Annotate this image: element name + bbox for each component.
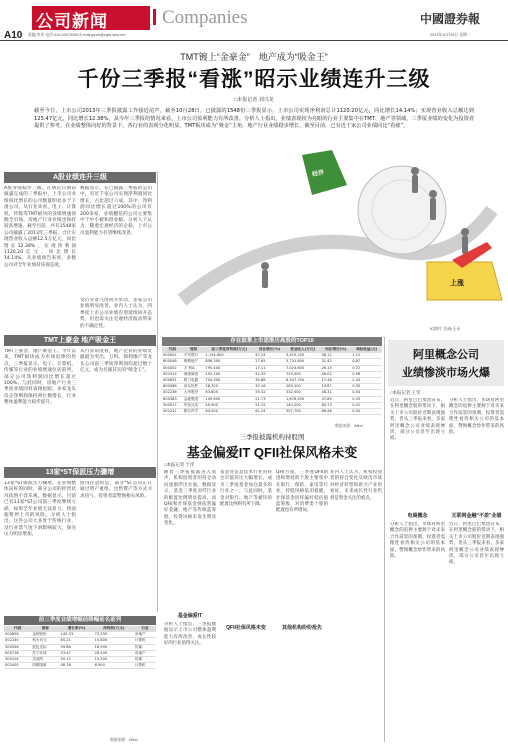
mid-table-cell: 002415 [162,371,183,377]
bottom-table-cell: 传媒 [134,644,156,650]
mid-table-cell: 80.73 [320,402,351,408]
mid-table-cell: 557,700 [285,409,321,415]
illustration-label: 经济 [311,169,325,179]
mid-table-cell: 3,425,200 [285,353,321,359]
bottom-table-cell: 计算机 [134,638,156,644]
mid-table-cell: 21.73 [254,396,285,402]
mid-table-header-cell: 营业收入(万元) [285,347,321,353]
mid-table-cell: 0.30 [351,384,382,390]
ali-byline: □本报记者 王雪 [390,390,421,395]
bottom-table-cell: 000718 [4,650,31,656]
bottom-table-header-cell: 增长率(%) [60,626,94,632]
bottom-table-cell: 科大讯飞 [31,638,59,644]
mid-table-cell: 8,547,200 [285,378,321,384]
bottom-table-cell: 苏宁环球 [31,650,59,656]
qfii-para-1: 随着三季报披露进入尾声，机构投资者的持仓动向逐渐浮出水面。数据显示，基金三季度对IT行业的配置比例明显提高，而QFII和社保基金则依然偏好金融、地产等传统蓝筹股，投资风格未发生明显变化。 [164,470,216,527]
section-title-cn: 公司新闻 [36,12,108,31]
bottom-table-cell: 59.86 [60,644,94,650]
mid-table-cell: 海康威视 [183,371,205,377]
mid-table-cell: 27.65 [254,359,285,365]
mid-table-cell: 17.46 [320,378,351,384]
qfii-para-5: 分析人士指出，三季报数据显示上市公司整体盈利能力有所改善，成长性较好的行业值得关注。 [164,622,216,647]
mid-table [162,347,382,415]
mid-table-cell: 300027 [162,402,183,408]
col2-para-2: 从行业角度看，地产企业的业绩贡献最为突出，万科、保利地产等龙头公司前三季度净利润均超过数十亿元，成为名副其实的“吸金王”。 [80,349,152,374]
mid-table-cell: 大华股份 [183,390,205,396]
bottom-table-cell: 28,400 [94,650,134,656]
mid-table-cell: 平安银行 [183,353,205,359]
mid-table-cell: 用友软件 [183,384,205,390]
mid-table-cell: 48.31 [320,390,351,396]
mid-table-cell: 91.15 [254,402,285,408]
mid-table-cell: 31.42 [320,359,351,365]
mid-table-cell: 万 科A [183,365,205,371]
headline: 千份三季报“看涨”昭示业绩连升三级 [77,68,431,91]
mid-table-cell: 32.16 [254,384,285,390]
mid-table-cell: 856,300 [204,359,254,365]
qfii-subhead-2: QFII社保风格未变 [226,625,266,631]
section-bar-a-shares: A股业绩连升三级 [4,172,156,183]
qfii-para-3: QFII方面，三季度QFII新进和增持的个股主要集中在银行、保险、家电等行业，持股风格依旧稳健。社保基金同样偏好低估值蓝筹股，对消费类个股的配置也有所增加。 [276,470,328,514]
bottom-table-cell: 300058 [4,644,31,650]
bottom-table-wrap [4,626,156,734]
mid-table-cell: 保利地产 [183,359,205,365]
mid-table-cell: 600383 [162,396,183,402]
bottom-table-cell: 18,900 [94,644,134,650]
mid-table-cell: 729,500 [285,371,321,377]
masthead-rule [0,40,508,41]
mid-table-cell: 7,024,600 [285,365,321,371]
bottom-table-cell: 002230 [4,638,31,644]
bottom-table-cell: 蓝色光标 [31,644,59,650]
mid-table-cell: 格力电器 [183,378,205,384]
mid-table-header-cell: 代码 [162,347,183,353]
date-line: 2013年10月28日 星期一 [430,33,471,37]
bottom-table-cell: 6,900 [94,663,134,669]
mid-table-cell: 0.50 [351,409,382,415]
mid-table-cell: 002241 [162,409,183,415]
bottom-table-cell: 房地产 [134,632,156,638]
mid-table-cell: 88.46 [320,409,351,415]
paper-name: 中國證券報 [420,12,481,26]
mid-table-cell: 17.11 [254,365,285,371]
mid-table-cell: 1,154,600 [204,353,254,359]
bottom-table-cell: 72,100 [94,632,134,638]
table-title-bar: 存在鼓掌上市逐渐历高股的TOP10 [162,337,382,346]
mid-table-cell: 0.72 [351,365,382,371]
col1-para-3: 受行业景气度回升带动，多家公司业绩明显改善。业内人士认为，四季度上市公司业绩有望延续回升态势，但也需关注宏观经济波动带来的不确定性。 [80,298,152,328]
mid-table-cell: 金地集团 [183,396,205,402]
mid-table-header-cell: 每股收益(元) [351,347,382,353]
mid-table-cell: 2.34 [351,378,382,384]
mid-table-cell: 39.88 [254,378,285,384]
bottom-table-header-cell: 净利润(万元) [94,626,134,632]
mid-table-cell: 歌尔声学 [183,409,205,415]
ali-para-2: 分析人士指出，市场对阿里概念的追捧主要源于对未来合作前景的预期，投资者需理性看待相关公司的基本面，警惕概念炒作带来的风险。 [449,398,504,436]
bottom-table-header-cell: 代码 [4,626,31,632]
mid-table-cell: 0.54 [351,390,382,396]
mid-table-cell: 263,100 [285,384,321,390]
mid-table-cell: 0.41 [351,402,382,408]
bottom-table-source: 数据来源：Wind [110,738,138,742]
bottom-table-cell: 四维图新 [31,663,59,669]
editors-line: 责编:李亚 电话:010-63070359 E-mail:gsxw@zqrb.sina.net [28,33,126,37]
ali-para-4: 近日，阿里巴巴集团宣布，在阿里概念股的带动下，相关上市公司股价近期表现强势，但从三季报来看，多家阿里概念公司业绩表现惨淡，部分公司甚至出现亏损。 [449,522,504,566]
mid-table-cell: 000002 [162,365,183,371]
bottom-table-cell: 300104 [4,657,31,663]
illustration-graphic [162,150,504,332]
mid-table-cell: 38.12 [320,353,351,359]
mid-table-cell: 192,100 [204,371,254,377]
mid-table-row [162,409,382,415]
bottom-table-cell: 乐视网 [31,657,59,663]
section-bar-tmt: TMT上豪金 地产吸金王 [4,335,156,346]
mid-table-cell: 140,200 [285,402,321,408]
bottom-table-cell: 15,300 [94,657,134,663]
bottom-table-cell: 房地产 [134,650,156,656]
bottom-table-cell: 50.12 [60,657,94,663]
col1-para-1: A股业绩稳步三级，在规定日期前披露完成的三季报中，上市公司业绩同比增长的公司数量明显多于下滑公司。从行业来看，电子、计算机、传媒等TMT板块的业绩增速领跑全市场，房地产行业业绩也保持较高增速。截至目前，共有1548家公司披露了2013年三季报，合计实现营业收入总额12.5万亿元，同比增长12.38%，实现净利润1120.20亿元，同比增长14.14%。从业绩预告来看，多数公司对全年业绩持乐观态度。 [4,186,76,268]
mid-table-cell: 14.87 [320,384,351,390]
bottom-table-title-bar: 前三季度业绩增幅前降幅前名前列 [4,616,156,625]
ali-headline-2: 业绩惨淡市场火爆 [402,367,490,379]
bottom-table-cell: 53.47 [60,650,94,656]
illustration-sign: 上涨 [450,280,464,287]
masthead [0,0,508,40]
mid-table-cell: 0.33 [351,396,382,402]
mid-table-cell: 55.42 [254,390,285,396]
mid-table-cell: 1.10 [351,353,382,359]
bottom-table-header-cell: 行业 [134,626,156,632]
qfii-headline: 基金偏爱IT QFII社保风格未变 [186,445,358,460]
qfii-subhead-3: 其他机构纷纷抢先 [281,625,322,631]
illustration [162,150,504,332]
bottom-table-row [4,663,156,669]
col1-para-2: 数据显示，在已披露三季报的公司中，有近千家公司实现净利润同比增长，占比超过六成。其中，净利润同比增长超过100%的公司有200余家，业绩翻倍的公司主要集中于中小板和创业板。分析人士认为，随着宏观经济的企稳，上市公司盈利能力有望继续改善。 [80,186,152,236]
col-rule-2 [384,337,385,742]
bottom-table [4,626,156,669]
col2-para-1: TMT上豪金、地产吸金王。今年以来，TMT板块成为市场追捧的热点，三季报显示，电子、计算机、传媒等行业的业绩增速位居前列，部分公司净利润同比增长超过100%。与此同时，房地产行业三季度业绩同样表现抢眼，多家龙头房企净利润保持两位数增长，行业整体盈利能力稳步提升。 [4,349,76,406]
mid-table-header-cell: 同比增长(%) [254,347,285,353]
bottom-table-cell: 15,800 [94,638,134,644]
mid-table-cell: 600588 [162,384,183,390]
hot-air-balloon-sign [302,150,347,195]
mid-table-cell: 000001 [162,353,183,359]
illustration-credit: IC图片 合成/王永 [430,326,461,331]
lead-paragraph: 截至今日，上市公司2013年三季报披露工作接近尾声，截至10月28日，已披露的1548份三季报显示，上市公司实现净利润总计1120.20亿元，同比增长14.14%；实现营业收入总额达到125.47亿元，同比增长12.38%。从今年三季报的情况来看，上市公司盈利能力有所改善。分析人士指出，业绩表现较为亮眼的行业主要集中在TMT、地产等领域，三季报业绩的变化为投资者提供了参考。在业绩整体向好的背景下，各行业的表现分化明显，TMT板块成为“吸金”主角，地产行业业绩稳步增长，截至目前，已有近千家公司业绩同比“看涨”。 [34,108,474,130]
section-divider [153,9,156,25]
col3-para-1: 13家*ST保派压力骤增。在业绩整体向好的同时，部分公司的经营状况依然不容乐观。数据显示，目前已有13家*ST公司前三季度继续亏损，如果全年业绩无法扭亏，将面临暂停上市的风险。分析人士指出，这些公司大多处于传统行业，受行业景气度下滑影响较大，保壳压力明显增加。 [4,481,76,538]
bottom-table-cell: 145.33 [60,632,94,638]
bottom-table-cell: 002405 [4,663,31,669]
mid-table-cell: 64,500 [204,409,254,415]
col3-para-2: 值得注意的是，部分*ST公司正在通过资产重组、出售资产等方式寻求扭亏，投资者需警惕相关风险。 [80,481,152,499]
mid-table-cell: 5,731,800 [285,359,321,365]
mid-table-cell: 002236 [162,390,183,396]
section-bar-st: 13家*ST保派压力骤增 [4,467,156,478]
ali-subhead-1: 电商概念 [407,513,428,519]
mid-table-cell: 000651 [162,378,183,384]
page-number: A10 [4,30,23,41]
mid-table-cell: 795,400 [204,365,254,371]
mid-table-header-cell: 同比增长(%) [320,347,351,353]
mid-table-cell: 332,400 [285,390,321,396]
mid-table-cell: 1,876,500 [285,396,321,402]
mid-table-header-cell: 前三季度净利润(万元) [204,347,254,353]
section-title-en: Companies [162,7,248,28]
bottom-table-cell: 48.76 [60,663,94,669]
bottom-table-cell: 金科股份 [31,632,59,638]
mid-table-cell: 61.24 [254,409,285,415]
qfii-para-2: 基金对信息技术行业的持仓市值环比大幅增长，成为三季度基金加仓最多的行业之一。与此同时，基金对银行、地产等板块的配置比例则有所下降。 [220,470,272,508]
mid-table-cell: 26.15 [320,365,351,371]
qfii-para-4: 业内人士认为，机构投资者的持仓变化反映出市场对经济转型和新兴产业的看好，未来成长性行业仍将是资金关注的重点。 [330,470,382,501]
ali-para-3: 分析人士指出，市场对阿里概念的追捧主要源于对未来合作前景的预期，投资者需理性看待相关公司的基本面，警惕概念炒作带来的风险。 [390,522,445,560]
bottom-table-cell: 000656 [4,632,31,638]
mid-table-cell: 600048 [162,359,183,365]
bottom-table-cell: 计算机 [134,663,156,669]
mid-table-cell: 46.02 [320,371,351,377]
col-rule-1 [157,172,158,612]
mid-table-cell: 华谊兄弟 [183,402,205,408]
qfii-subhead-1: 基金偏爱IT [177,613,203,619]
bottom-table-cell: 传媒 [134,657,156,663]
mid-table-cell: 49,900 [204,402,254,408]
bottom-table-cell: 60.21 [60,638,94,644]
kicker: TMT镀上“金豪金” 地产成为“吸金王” [180,52,328,62]
mid-table-cell: 37.85 [320,396,351,402]
qfii-kicker: 三季报披露机构持股图 [239,434,305,441]
byline: □本报记者 刘兴龙 [234,97,274,103]
mid-table-source: 数据来源：Wind [335,424,363,428]
mid-table-cell: 63,800 [204,390,254,396]
mid-table-cell: 0.87 [351,359,382,365]
mid-table-header-cell: 简称 [183,347,205,353]
mid-table-cell: 47.24 [254,353,285,359]
mid-table-cell: 704,300 [204,378,254,384]
mid-table-cell: 42.39 [254,371,285,377]
ali-para-1: 近日，阿里巴巴集团宣布，在阿里概念股的带动下，相关上市公司股价近期表现强势，但从三季报来看，多家阿里概念公司业绩表现惨淡，部分公司甚至出现亏损。 [390,398,445,442]
mid-table-wrap [162,347,382,423]
mid-table-cell: 149,600 [204,396,254,402]
mid-table-cell: 0.96 [351,371,382,377]
bottom-table-header-cell: 简称 [31,626,59,632]
mid-table-cell: 28,700 [204,384,254,390]
ali-subhead-2: 互联网金融“不差”业绩 [451,513,502,519]
qfii-byline: □本报记者 于洋 [164,462,195,467]
ali-headline-1: 阿里概念公司 [413,349,479,361]
